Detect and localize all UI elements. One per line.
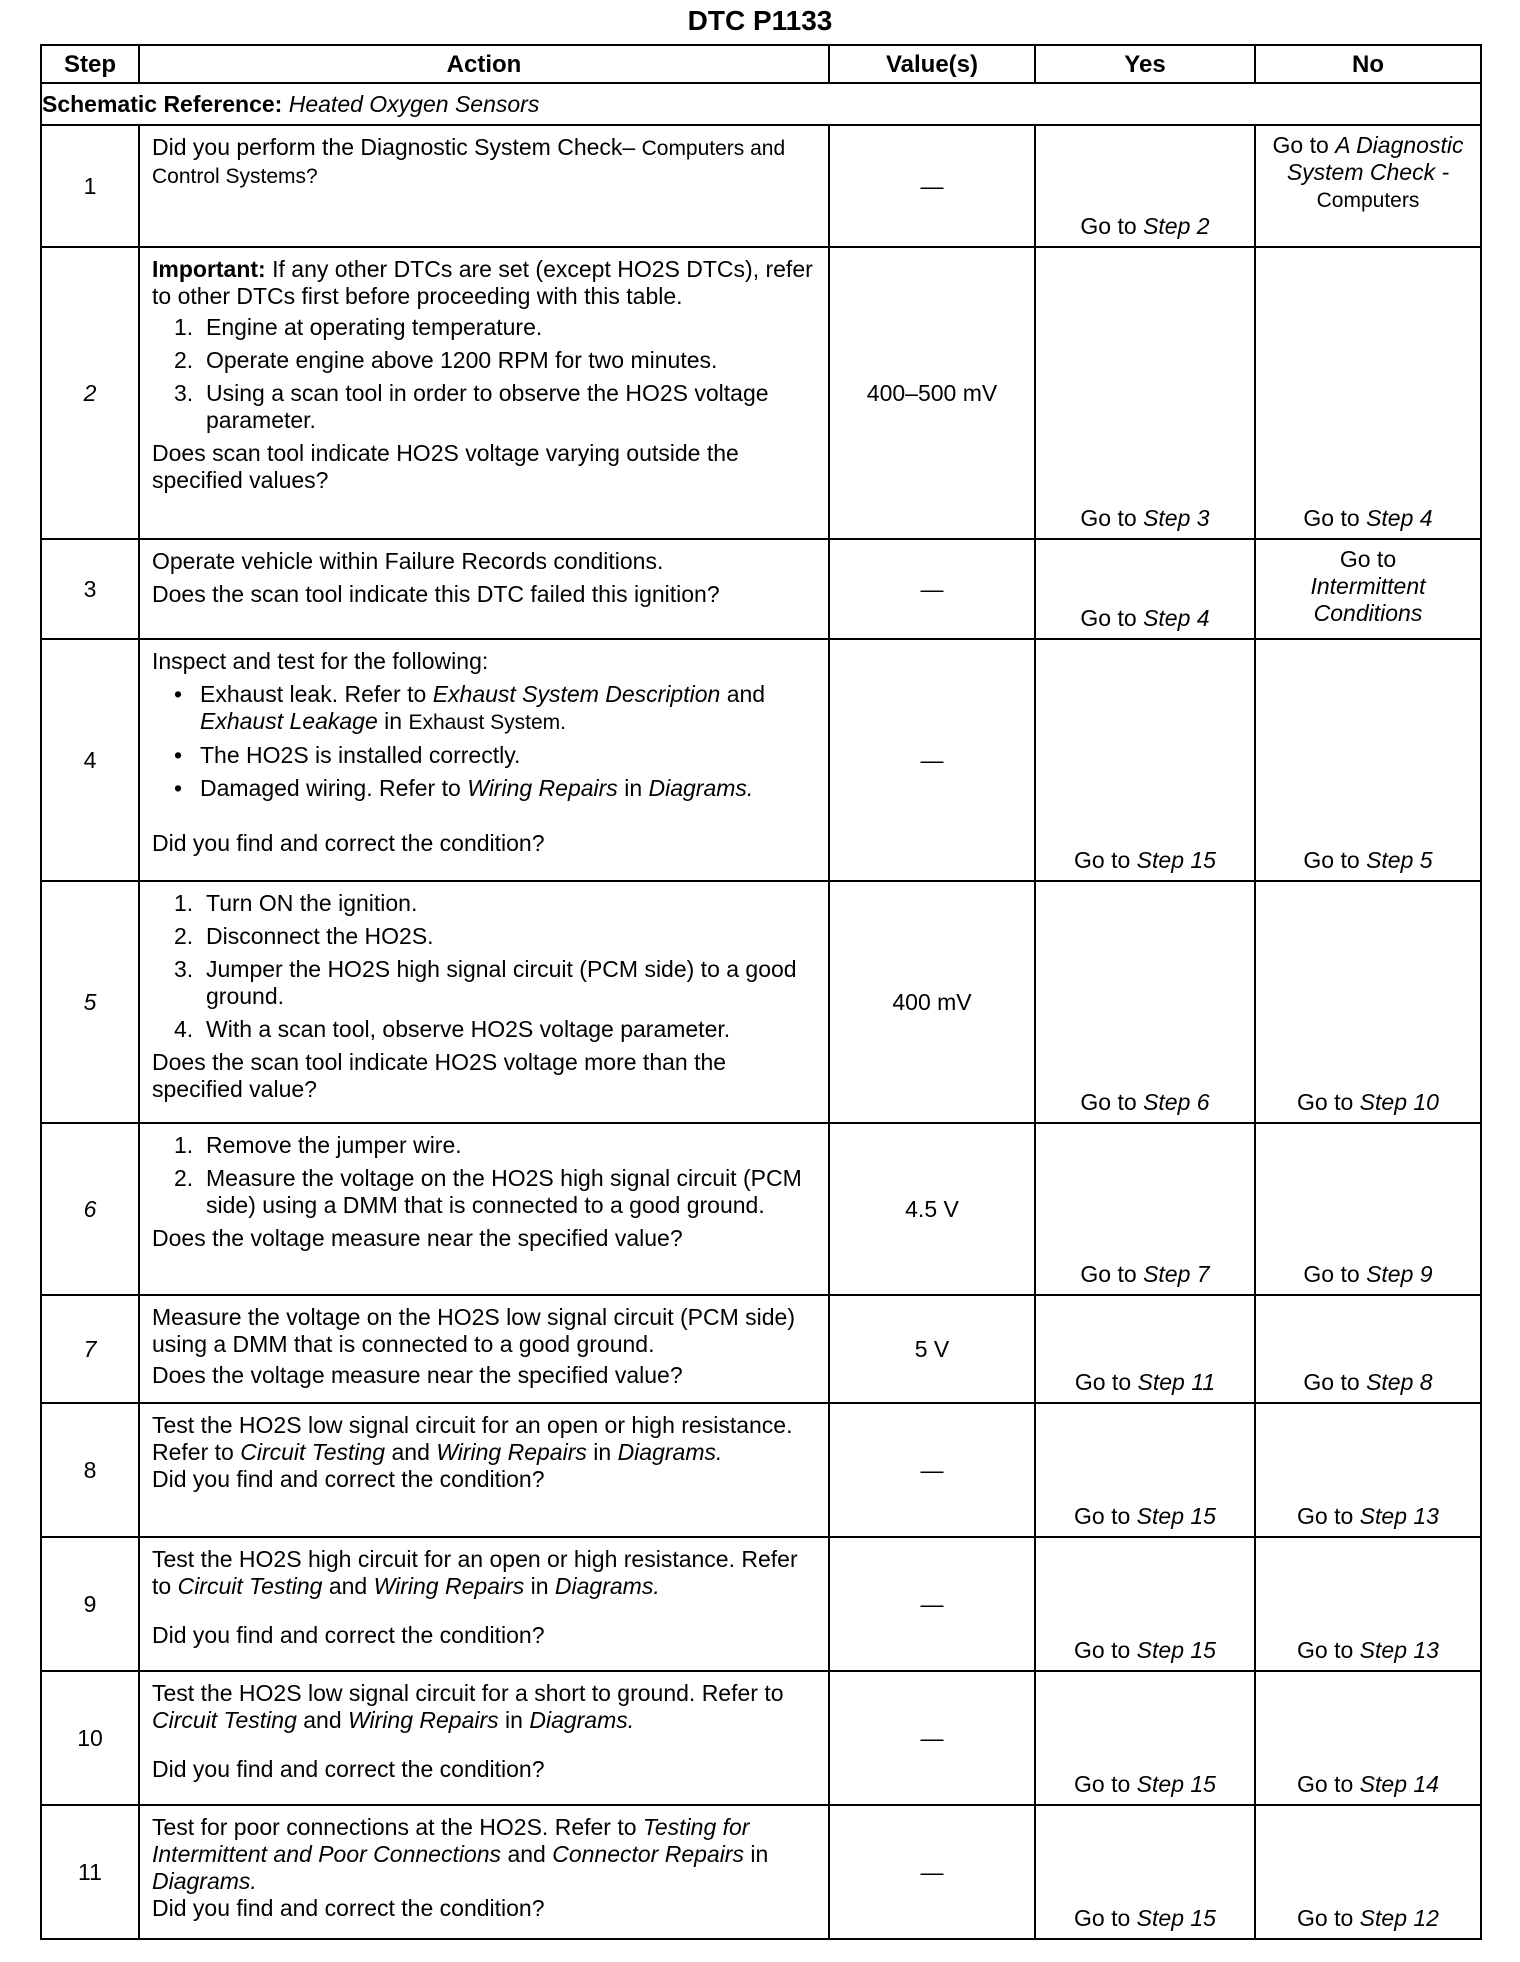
action-question: Does the scan tool indicate this DTC failed this ignition?	[152, 581, 720, 607]
yes-cell: Go to Step 15	[1035, 639, 1255, 881]
table-row	[41, 1537, 1481, 1671]
yes-target: 3	[1196, 505, 1210, 531]
value-cell: 4.5 V	[829, 1123, 1035, 1295]
ordered-list	[174, 890, 818, 1043]
action-question: Does the voltage measure near the specified value?	[152, 1225, 683, 1251]
yes-target: 2	[1196, 213, 1210, 239]
yes-cell: Go to Step 15	[1035, 1671, 1255, 1805]
yes-cell: Go to Step 3	[1035, 247, 1255, 539]
no-target: 8	[1419, 1369, 1433, 1395]
yes-cell: Go to Step 15	[1035, 1537, 1255, 1671]
action-text: Inspect and test for the following:	[152, 648, 489, 674]
table-row	[41, 1671, 1481, 1805]
table-row	[41, 639, 1481, 881]
header-action: Action	[139, 45, 829, 83]
yes-target: 15	[1190, 1771, 1216, 1797]
action-question: Did you find and correct the condition?	[152, 1895, 545, 1921]
header-step: Step	[41, 45, 139, 83]
list-item: 3. Using a scan tool in order to observe the HO2S voltage parameter.	[174, 380, 769, 433]
action-cell	[139, 639, 829, 881]
action-question: Did you find and correct the condition?	[152, 1756, 545, 1782]
no-target: 12	[1413, 1905, 1439, 1931]
step-number: 11	[41, 1805, 139, 1939]
step-word: Step	[1143, 213, 1191, 239]
ordered-list	[174, 1132, 818, 1219]
action-cell	[139, 1403, 829, 1537]
action-cell	[139, 1123, 829, 1295]
page-title: DTC P1133	[687, 5, 833, 36]
action-question: Does the scan tool indicate HO2S voltage more than the specified value?	[152, 1049, 727, 1102]
no-cell: Go to Step 10	[1255, 881, 1481, 1123]
yes-target: 15	[1190, 1637, 1216, 1663]
bullet-list	[174, 681, 818, 802]
value-cell: 400–500 mV	[829, 247, 1035, 539]
value-cell: —	[829, 1671, 1035, 1805]
yes-cell: Go to Step 7	[1035, 1123, 1255, 1295]
no-target: Intermittent Conditions	[1310, 573, 1426, 626]
schematic-reference-row	[41, 83, 1481, 125]
no-target: 4	[1419, 505, 1433, 531]
action-question-small: Computers and Control Systems?	[152, 137, 786, 188]
table-row	[41, 881, 1481, 1123]
yes-cell: Go to Step 4	[1035, 539, 1255, 639]
step-number: 9	[41, 1537, 139, 1671]
action-cell	[139, 881, 829, 1123]
action-cell	[139, 1295, 829, 1403]
yes-target: 15	[1190, 847, 1216, 873]
yes-cell: Go to Step 15	[1035, 1403, 1255, 1537]
value-cell: —	[829, 639, 1035, 881]
action-cell	[139, 247, 829, 539]
no-target: 5	[1419, 847, 1433, 873]
yes-cell: Go to Step 6	[1035, 881, 1255, 1123]
no-target: 14	[1413, 1771, 1439, 1797]
action-cell	[139, 1671, 829, 1805]
table-row	[41, 1295, 1481, 1403]
yes-target: 6	[1196, 1089, 1210, 1115]
schematic-label: Schematic Reference:	[42, 90, 283, 117]
action-cell	[139, 125, 829, 247]
goto-text: Go to	[1080, 213, 1137, 239]
value-cell: —	[829, 125, 1035, 247]
list-item: • Exhaust leak. Refer to Exhaust System Description and Exhaust Leakage in Exhaust System.	[174, 681, 766, 734]
yes-target: 4	[1196, 605, 1210, 631]
important-label: Important:	[152, 256, 266, 282]
no-cell: Go to Step 12	[1255, 1805, 1481, 1939]
no-target-tail: Computers	[1316, 189, 1420, 212]
action-question: Did you perform the Diagnostic System Check–	[152, 134, 636, 160]
list-item: • Damaged wiring. Refer to Wiring Repairs in Diagrams.	[174, 775, 754, 801]
yes-cell: Go to Step 11	[1035, 1295, 1255, 1403]
action-question: Did you find and correct the condition?	[152, 1466, 545, 1492]
list-item: 1. Remove the jumper wire.	[174, 1132, 462, 1158]
list-item: 4. With a scan tool, observe HO2S voltage parameter.	[174, 1016, 731, 1042]
step-number: 2	[41, 247, 139, 539]
step-number: 1	[41, 125, 139, 247]
action-question: Did you find and correct the condition?	[152, 1622, 545, 1648]
header-yes: Yes	[1035, 45, 1255, 83]
goto-text: Go to	[1272, 132, 1329, 158]
yes-cell	[1035, 125, 1255, 247]
table-row	[41, 1403, 1481, 1537]
table-row	[41, 125, 1481, 247]
no-target: 13	[1413, 1503, 1439, 1529]
yes-target: 11	[1191, 1369, 1216, 1395]
list-item: 1. Engine at operating temperature.	[174, 314, 543, 340]
step-number: 6	[41, 1123, 139, 1295]
step-number: 8	[41, 1403, 139, 1537]
value-cell: —	[829, 1403, 1035, 1537]
action-text: Test the HO2S low signal circuit for a short to ground. Refer to Circuit Testing and Wiring Repairs in Diagrams.	[152, 1680, 784, 1733]
action-text: Test the HO2S low signal circuit for an open or high resistance. Refer to Circuit Testing and Wiring Repairs in Diagrams.	[152, 1412, 793, 1465]
action-cell	[139, 539, 829, 639]
no-cell: Go to Step 14	[1255, 1671, 1481, 1805]
list-item: 1. Turn ON the ignition.	[174, 890, 418, 916]
value-cell: 5 V	[829, 1295, 1035, 1403]
yes-target: 7	[1196, 1261, 1210, 1287]
no-cell: Go to Step 13	[1255, 1403, 1481, 1537]
ordered-list	[174, 314, 818, 434]
action-text: Operate vehicle within Failure Records conditions.	[152, 548, 664, 574]
step-number: 10	[41, 1671, 139, 1805]
list-item: • The HO2S is installed correctly.	[174, 742, 521, 768]
no-cell: Go to Step 9	[1255, 1123, 1481, 1295]
step-number: 4	[41, 639, 139, 881]
header-no: No	[1255, 45, 1481, 83]
list-item: 2. Measure the voltage on the HO2S high signal circuit (PCM side) using a DMM that is connected to a good ground.	[174, 1165, 802, 1218]
value-cell: —	[829, 1805, 1035, 1939]
schematic-value: Heated Oxygen Sensors	[288, 90, 540, 117]
no-cell	[1255, 125, 1481, 247]
table-row	[41, 1805, 1481, 1939]
step-number: 5	[41, 881, 139, 1123]
action-question: Does scan tool indicate HO2S voltage varying outside the specified values?	[152, 440, 739, 493]
action-question: Did you find and correct the condition?	[152, 830, 545, 856]
header-values: Value(s)	[829, 45, 1035, 83]
action-cell	[139, 1805, 829, 1939]
diagnostic-table	[40, 44, 1482, 1940]
action-text: Test the HO2S high circuit for an open or high resistance. Refer to Circuit Testing and Wiring Repairs in Diagrams.	[152, 1546, 798, 1599]
table-row	[41, 247, 1481, 539]
yes-cell: Go to Step 15	[1035, 1805, 1255, 1939]
table-row	[41, 539, 1481, 639]
action-text: Test for poor connections at the HO2S. Refer to Testing for Intermittent and Poor Connections and Connector Repairs in Diagrams.	[152, 1814, 769, 1894]
list-item: 2. Operate engine above 1200 RPM for two minutes.	[174, 347, 718, 373]
no-cell: Go to Step 13	[1255, 1537, 1481, 1671]
no-target: A Diagnostic System Check -	[1286, 132, 1464, 185]
value-cell: 400 mV	[829, 881, 1035, 1123]
step-number: 7	[41, 1295, 139, 1403]
header-row	[41, 45, 1481, 83]
no-cell: Go to Step 5	[1255, 639, 1481, 881]
table-row	[41, 1123, 1481, 1295]
no-cell: Go to Step 8	[1255, 1295, 1481, 1403]
list-item: 2. Disconnect the HO2S.	[174, 923, 434, 949]
no-target: 10	[1413, 1089, 1439, 1115]
no-target: 9	[1419, 1261, 1433, 1287]
action-cell	[139, 1537, 829, 1671]
list-item: 3. Jumper the HO2S high signal circuit (PCM side) to a good ground.	[174, 956, 797, 1009]
important-text: If any other DTCs are set (except HO2S DTCs), refer to other DTCs first before proceeding with this table.	[152, 256, 813, 309]
yes-target: 15	[1190, 1905, 1216, 1931]
action-question: Does the voltage measure near the specified value?	[152, 1362, 683, 1388]
action-text: Measure the voltage on the HO2S low signal circuit (PCM side) using a DMM that is connected to a good ground.	[152, 1304, 796, 1357]
no-target: 13	[1413, 1637, 1439, 1663]
value-cell: —	[829, 539, 1035, 639]
no-cell: Go to Step 4	[1255, 247, 1481, 539]
no-cell: Go to Intermittent Conditions	[1255, 539, 1481, 639]
yes-target: 15	[1190, 1503, 1216, 1529]
step-number: 3	[41, 539, 139, 639]
value-cell: —	[829, 1537, 1035, 1671]
